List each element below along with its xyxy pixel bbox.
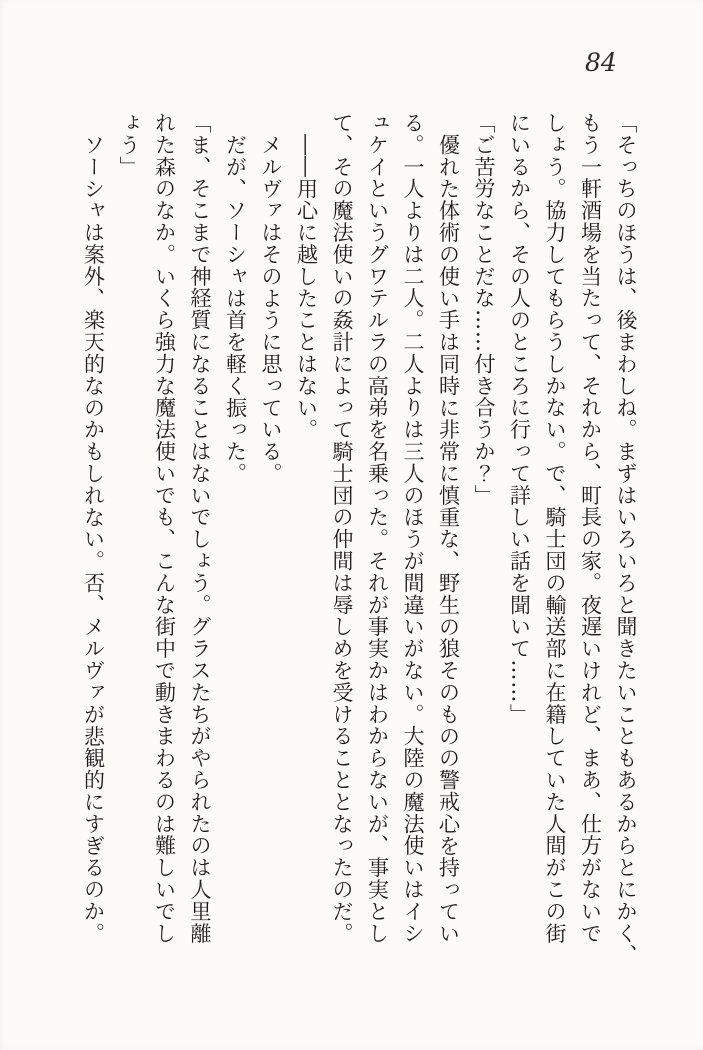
text-line: ――用心に越したことはない。 — [294, 134, 319, 441]
text-line: メルヴァはそのように思っている。 — [259, 134, 283, 485]
text-line: る。一人よりは二人。二人よりは三人のほうが間違いがない。大陸の魔法使いはイシ — [401, 112, 425, 945]
text-line: ュケイというグワテルラの高弟を名乗った。それが事実かはわからないが、事実とし — [365, 112, 390, 945]
text-line: ソーシャは案外、楽天的なのかもしれない。否、メルヴァが悲観的にすぎるのか。 — [81, 134, 106, 945]
text-line: 優れた体術の使い手は同時に非常に慎重な、野生の狼そのものの警戒心を持ってい — [436, 134, 461, 945]
text-line: 「ご苦労なことだな……付き合うか？」 — [472, 112, 496, 507]
text-line: だが、ソーシャは首を軽く振った。 — [223, 134, 248, 485]
text-line: しょう。協力してもらうしかない。で、騎士団の輸送部に在籍していた人間がこの街 — [543, 112, 567, 945]
page-number: 84 — [585, 48, 617, 77]
text-line: にいるから、その人のところに行って詳しい話を聞いて……」 — [507, 112, 532, 726]
text-line: れた森のなか。いくら強力な魔法使いでも、こんな街中で動きまわるのは難しいでし — [152, 112, 177, 945]
text-line: もう一軒酒場を当たって、それから、町長の家。夜遅いけれど、まあ、仕方がないで — [578, 112, 603, 945]
text-line: 「そっちのほうは、後まわしね。まずはいろいろと聞きたいこともあるからとにかく、 — [614, 112, 638, 967]
text-line: ょう」 — [117, 112, 141, 178]
text-line: て、その魔法使いの姦計によって騎士団の仲間は辱しめを受けることとなったのだ。 — [330, 112, 354, 945]
vertical-text-block — [75, 112, 643, 967]
text-line: 「ま、そこまで神経質になることはないでしょう。グラスたちがやられたのは人里離 — [188, 112, 212, 945]
